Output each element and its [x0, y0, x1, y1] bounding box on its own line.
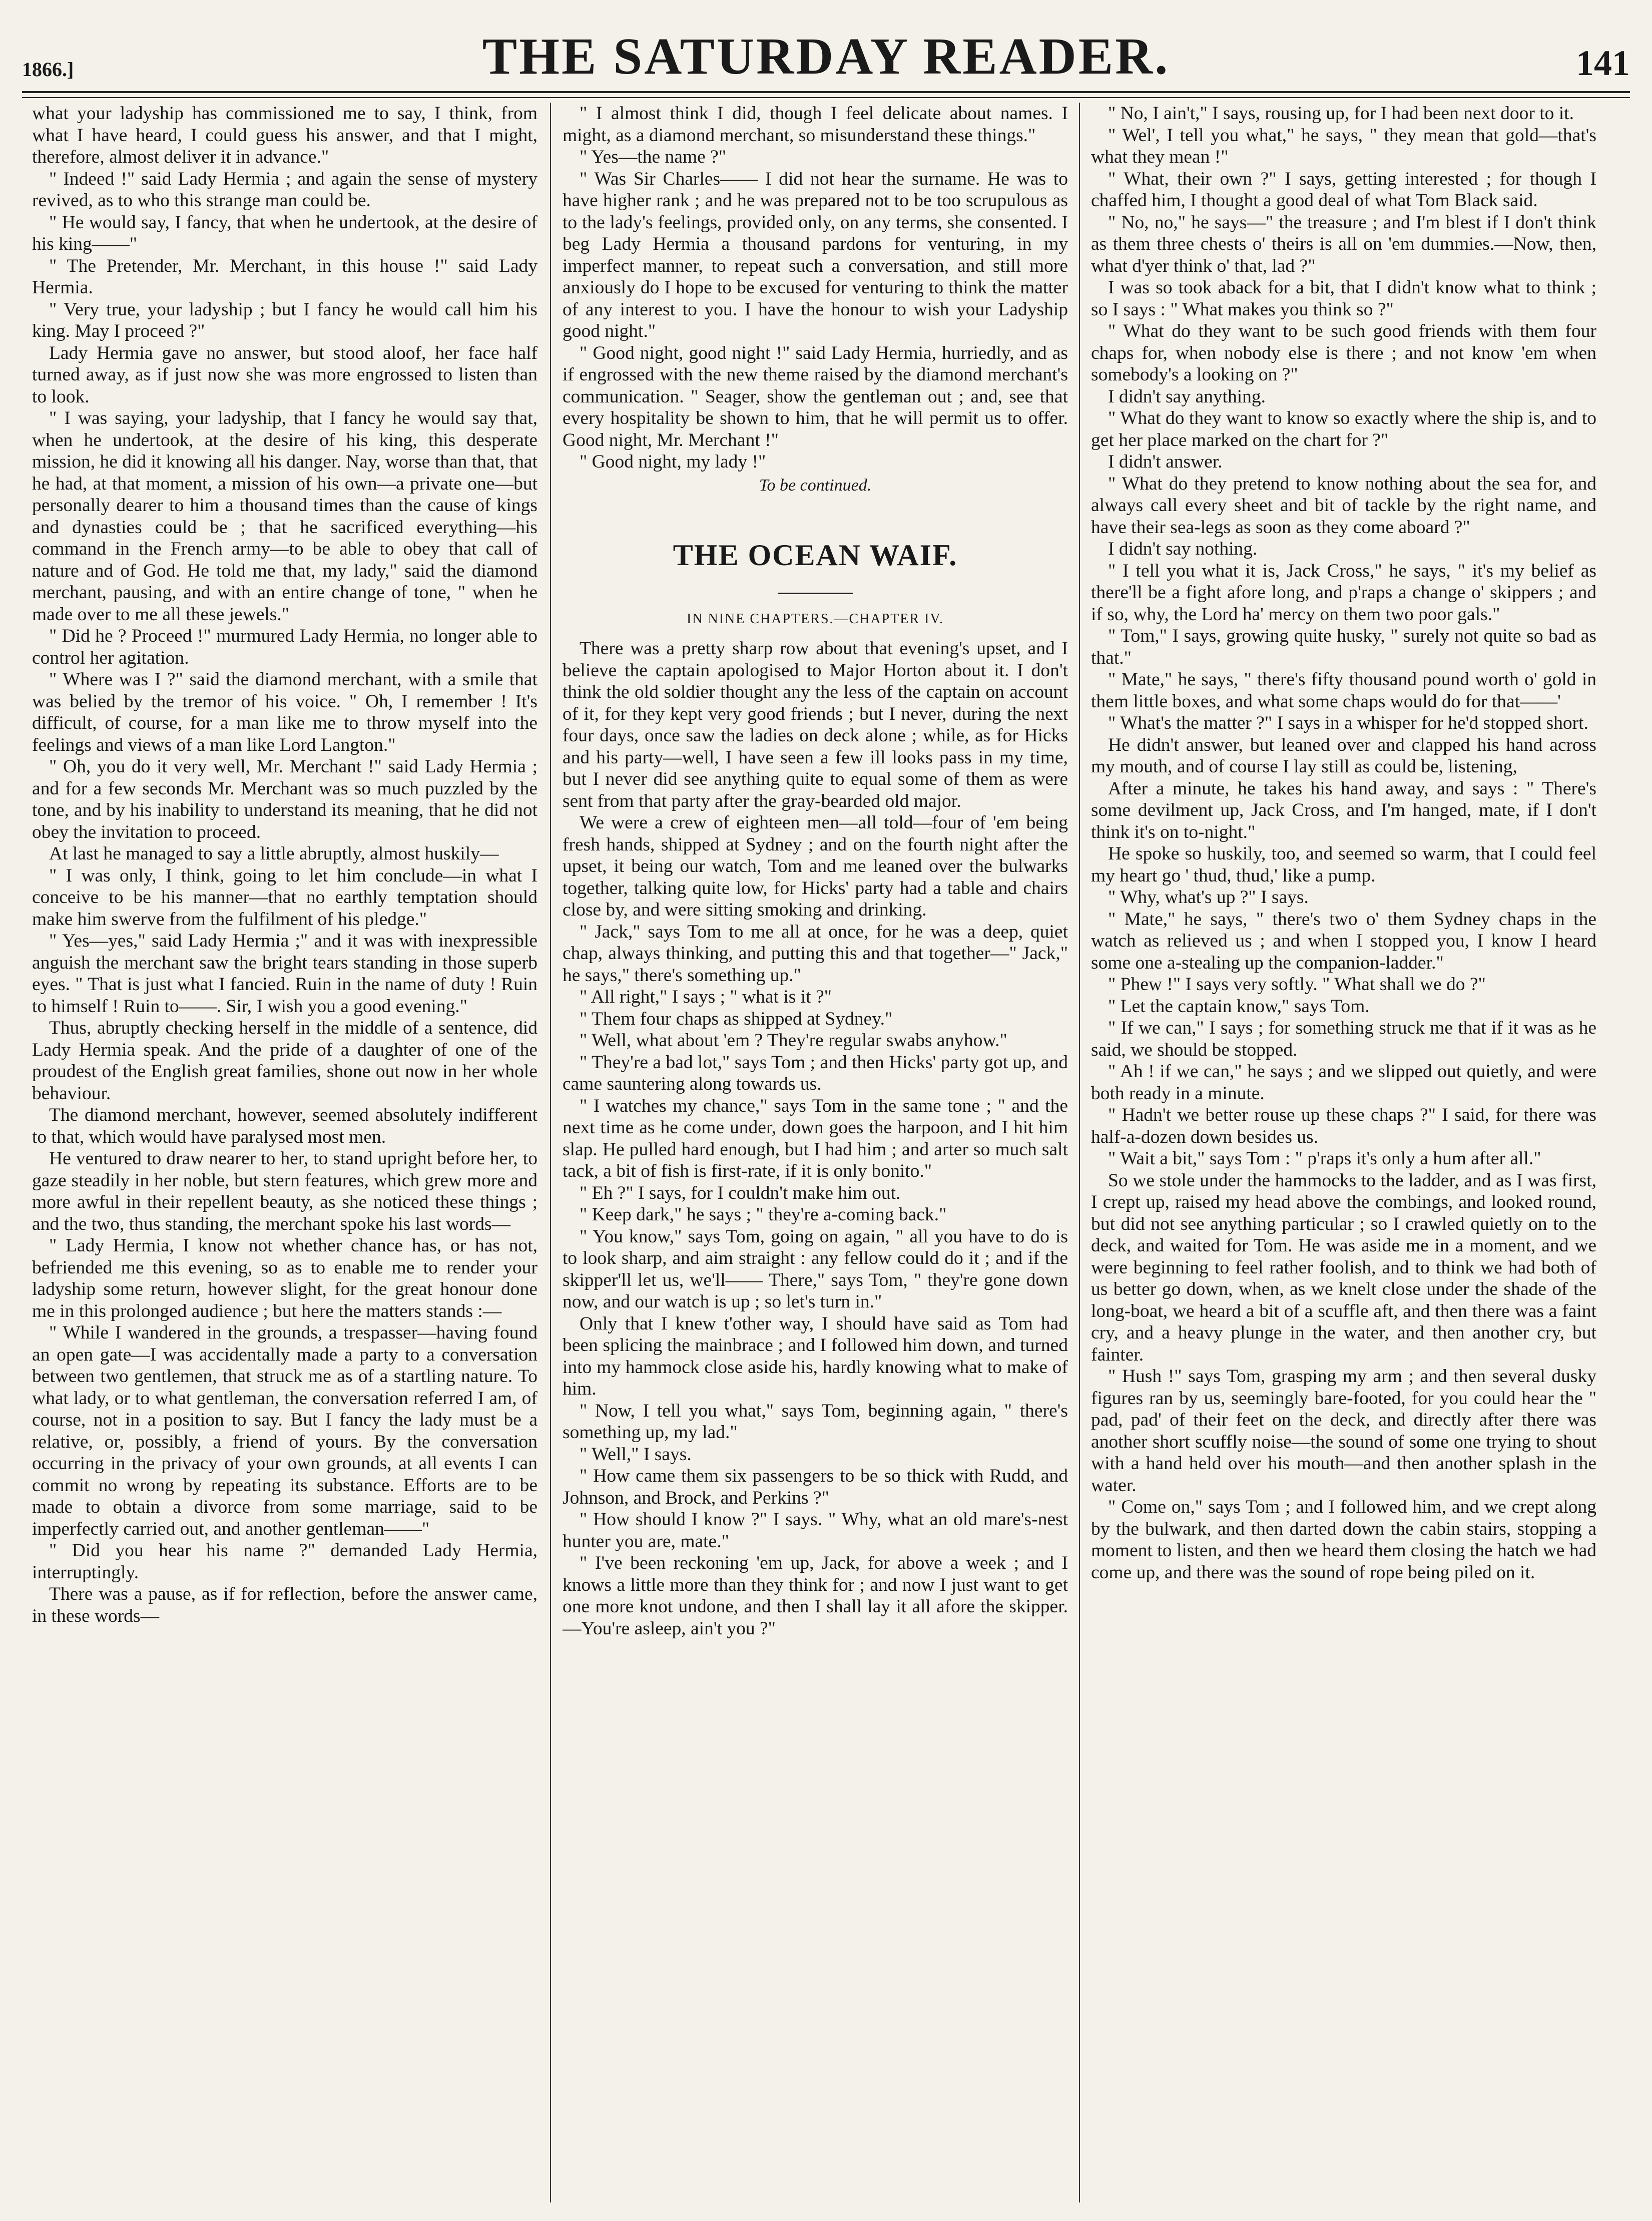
paragraph: I didn't say anything. — [1108, 386, 1266, 407]
paragraph: " Well," I says. — [580, 1444, 692, 1465]
paragraph: " Wait a bit," says Tom : " p'raps it's only a hum after all." — [1108, 1148, 1541, 1169]
paragraph: " Mate," he says, " there's fifty thousand pound worth o' gold in them little boxes, and what some chaps would do for that——' — [1091, 669, 1596, 712]
paragraph: " Them four chaps as shipped at Sydney." — [580, 1008, 893, 1029]
paragraph: " Keep dark," he says ; " they're a-coming back." — [580, 1204, 947, 1225]
paragraph: " Ah ! if we can," he says ; and we slipped out quietly, and were both ready in a minute. — [1091, 1061, 1596, 1104]
chapter-heading: IN NINE CHAPTERS.—CHAPTER IV. — [686, 611, 944, 627]
paragraph: " Tom," I says, growing quite husky, " surely not quite so bad as that." — [1091, 626, 1596, 668]
paragraph: " Why, what's up ?" I says. — [1108, 887, 1309, 908]
ocean-waif-text — [563, 638, 1068, 1639]
paragraph: Thus, abruptly checking herself in the middle of a sentence, did Lady Hermia speak. And the pride of a daughter of one of the proudest of the English great families, shone out now in her whole behaviour. — [32, 1018, 537, 1104]
column-divider — [550, 103, 551, 2202]
paragraph: Only that I knew t'other way, I should have said as Tom had been splicing the mainbrace ; and I followed him down, and turned into my hammock close aside his, hardly knowing what to make of him. — [563, 1313, 1068, 1399]
paragraph: " Very true, your ladyship ; but I fancy he would call him his king. May I proceed ?" — [32, 299, 537, 341]
paragraph: what your ladyship has commissioned me to say, I think, from what I have heard, I could guess his answer, and that I might, therefore, almost deliver it in advance." — [32, 103, 537, 167]
paragraph: " They're a bad lot," says Tom ; and then Hicks' party got up, and came sauntering along towards us. — [563, 1052, 1068, 1094]
paragraph: So we stole under the hammocks to the ladder, and as I was first, I crept up, raised my head above the combings, and looked round, but did not see anything particular ; so I crawled quietly on to the deck, and waited for Tom. He was aside me in a moment, and we were beginning to feel rather foolish, and to think we had both of us better go down, when, as we knelt close under the shade of the long-boat, we heard a bit of a scuffle aft, and then there was a faint cry, and a heavy plunge in the water, and then another cry, but fainter. — [1091, 1170, 1596, 1365]
paragraph: " What do they want to know so exactly where the ship is, and to get her place marked on the chart for ?" — [1091, 408, 1596, 451]
paragraph: " Did he ? Proceed !" murmured Lady Hermia, no longer able to control her agitation. — [32, 626, 537, 668]
paragraph: The diamond merchant, however, seemed absolutely indifferent to that, which would have paralysed most men. — [32, 1105, 537, 1147]
paragraph: " I was saying, your ladyship, that I fancy he would say that, when he undertook, at the desire of his king, this desperate mission, he did it knowing all his danger. Nay, worse than that, that he had, at that moment, a mission of his own—a private one—but personally dearer to him a thousand times than the cause of kings and dynasties could be ; that he sacrificed everything—his command in the French army—to be able to obey that call of nature and of God. He told me that, my lady," said the diamond merchant, pausing, and with an entire change of tone, " when he made over to me all these jewels." — [32, 408, 537, 625]
issue-date: 1866.] — [22, 58, 74, 81]
paragraph: There was a pretty sharp row about that evening's upset, and I believe the captain apologised to Major Horton about it. I don't think the old soldier thought any the less of the captain on account of it, for they kept very good friends ; but I never, during the next four days, once saw the ladies on deck alone ; while, as for Hicks and his party—well, I have seen a few ill looks pass in my time, but I never did see anything quite to equal some of them as were sent from that party after the gray-bearded old major. — [563, 638, 1068, 811]
paragraph: " Jack," says Tom to me all at once, for he was a deep, quiet chap, always thinking, and putting this and that together—" Jack," he says," there's something up." — [563, 921, 1068, 986]
paragraph: After a minute, he takes his hand away, and says : " There's some devilment up, Jack Cross, and I'm hanged, mate, if I don't think it's on to-night." — [1091, 778, 1596, 842]
paragraph: Lady Hermia gave no answer, but stood aloof, her face half turned away, as if just now she was more engrossed to listen than to look. — [32, 342, 537, 407]
paragraph: " Lady Hermia, I know not whether chance has, or has not, befriended me this evening, so as to enable me to render your ladyship some return, however slight, for the great honour done me in this prolonged audience ; but here the matters stands :— — [32, 1235, 537, 1321]
title-rule — [778, 593, 853, 594]
paragraph: At last he managed to say a little abruptly, almost huskily— — [49, 843, 499, 864]
masthead-title: THE SATURDAY READER. — [482, 28, 1170, 85]
paragraph: " Oh, you do it very well, Mr. Merchant !" said Lady Hermia ; and for a few seconds Mr. Merchant was so much puzzled by the tone, and by his inability to understand its meaning, that he did not obey the invitation to proceed. — [32, 756, 537, 842]
paragraph: I didn't say nothing. — [1108, 539, 1258, 559]
paragraph: " How came them six passengers to be so thick with Rudd, and Johnson, and Brock, and Perkins ?" — [563, 1466, 1068, 1508]
paragraph: " You know," says Tom, going on again, " all you have to do is to look sharp, and aim straight : any fellow could do it ; and if the skipper'll let us, we'll—— There," says Tom, " they're gone down now, and our watch is up ; so let's turn in." — [563, 1226, 1068, 1312]
paragraph: He didn't answer, but leaned over and clapped his hand across my mouth, and of course I lay still as could be, listening, — [1091, 734, 1596, 777]
to-be-continued: To be continued. — [759, 476, 872, 495]
paragraph: We were a crew of eighteen men—all told—four of 'em being fresh hands, shipped at Sydney ; and on the fourth night after the upset, it being our watch, Tom and me leaned over the bulwarks together, talking quite low, for Hicks' party had a table and chairs close by, and were sitting smoking and drinking. — [563, 812, 1068, 920]
paragraph: " How should I know ?" I says. " Why, what an old mare's-nest hunter you are, mate." — [563, 1509, 1068, 1552]
page-header — [22, 25, 1630, 90]
paragraph: " Wel', I tell you what," he says, " they mean that gold—that's what they mean !" — [1091, 125, 1596, 167]
paragraph: " Mate," he says, " there's two o' them Sydney chaps in the watch as relieved us ; and when I stopped you, I know I heard some one a-stealing up the companion-ladder." — [1091, 909, 1596, 973]
paragraph: " Did you hear his name ?" demanded Lady Hermia, interruptingly. — [32, 1540, 537, 1583]
header-rule-thin — [22, 97, 1630, 98]
paragraph: " Hadn't we better rouse up these chaps ?" I said, for there was half-a-dozen down besides us. — [1091, 1105, 1596, 1147]
paragraph: He ventured to draw nearer to her, to stand upright before her, to gaze steadily in her noble, but stern features, which grew more and more awful in their repellent beauty, as she noticed these things ; and the two, thus standing, the merchant spoke his last words— — [32, 1148, 537, 1234]
paragraph: " If we can," I says ; for something struck me that if it was as he said, we should be stopped. — [1091, 1018, 1596, 1060]
page-number: 141 — [1576, 43, 1630, 83]
paragraph: " I've been reckoning 'em up, Jack, for above a week ; and I knows a little more than they think for ; and now I just want to get one more knot undone, and then I shall lay it all afore the skipper.—You're asleep, ain't you ?" — [563, 1553, 1068, 1639]
paragraph: " What, their own ?" I says, getting interested ; for though I chaffed him, I thought a good deal of what Tom Black said. — [1091, 168, 1596, 211]
paragraph: " Yes—yes," said Lady Hermia ;" and it was with inexpressible anguish the merchant saw the bright tears standing in those superb eyes. " That is just what I fancied. Ruin in the name of duty ! Ruin to himself ! Ruin to——. Sir, I wish you a good evening." — [32, 931, 537, 1017]
paragraph: " I watches my chance," says Tom in the same tone ; " and the next time as he come under, down goes the harpoon, and I hit him slap. He pulled hard enough, but I had him ; and arter so much salt tack, a bit of fish is first-rate, if it is only bonito." — [563, 1095, 1068, 1181]
paragraph: There was a pause, as if for reflection, before the answer came, in these words— — [32, 1584, 537, 1626]
paragraph: " Indeed !" said Lady Hermia ; and again the sense of mystery revived, as to who this strange man could be. — [32, 168, 537, 211]
paragraph: " No, no," he says—" the treasure ; and I'm blest if I don't think as them three chests o' theirs is all on 'em dummies.—Now, then, what d'yer think o' that, lad ?" — [1091, 212, 1596, 276]
paragraph: " Good night, my lady !" — [580, 452, 766, 472]
paragraph: " I was only, I think, going to let him conclude—in what I conceive to be his manner—that no earthly temptation should make him swerve from the fulfilment of his pledge." — [32, 865, 537, 930]
paragraph: " All right," I says ; " what is it ?" — [580, 987, 832, 1007]
paragraph: " Where was I ?" said the diamond merchant, with a smile that was belied by the tremor of his voice. " Oh, I remember ! It's difficult, of course, for a man like me to throw myself into the feelings and views of a man like Lord Langton." — [32, 669, 537, 755]
paragraph: " Yes—the name ?" — [580, 147, 727, 167]
paragraph: " What do they pretend to know nothing about the sea for, and always call every sheet and bit of tackle by the right name, and have their sea-legs as soon as they come aboard ?" — [1091, 473, 1596, 538]
header-rule — [22, 91, 1630, 93]
paragraph: " The Pretender, Mr. Merchant, in this house !" said Lady Hermia. — [32, 255, 537, 298]
column-3 — [1091, 103, 1596, 2205]
paragraph: " Come on," says Tom ; and I followed him, and we crept along by the bulwark, and then darted down the cabin stairs, stopping a moment to listen, and then we heard them closing the hatch we had come up, and there was the sound of rope being piled on it. — [1091, 1497, 1596, 1583]
paragraph: " While I wandered in the grounds, a trespasser—having found an open gate—I was accidentally made a party to a conversation between two gentlemen, that struck me as of a startling nature. To what lady, or to what gentleman, the conversation referred I am, of course, not in a position to say. But I fancy the lady must be a relative, or, possibly, a friend of yours. By the conversation occurring in the privacy of your own grounds, at all events I can commit no wrong by repeating its substance. Efforts are to be made to obtain a divorce from some marriage, said to be imperfectly carried out, and another gentleman——" — [32, 1322, 537, 1539]
paragraph: " I almost think I did, though I feel delicate about names. I might, as a diamond merchant, so misunderstand these things." — [563, 103, 1068, 146]
paragraph: " Good night, good night !" said Lady Hermia, hurriedly, and as if engrossed with the new theme raised by the diamond merchant's communication. " Seager, show the gentleman out ; and, see that every hospitality be shown to him, that he will permit us to offer. Good night, Mr. Merchant !" — [563, 342, 1068, 451]
paragraph: " Let the captain know," says Tom. — [1108, 996, 1370, 1017]
column-2 — [563, 103, 1068, 2205]
paragraph: " What's the matter ?" I says in a whisper for he'd stopped short. — [1108, 713, 1588, 733]
paragraph: " Eh ?" I says, for I couldn't make him out. — [580, 1182, 901, 1203]
paragraph: " What do they want to be such good friends with them four chaps for, when nobody else is there ; and not know 'em when somebody's a looking on ?" — [1091, 321, 1596, 385]
paragraph: I didn't answer. — [1108, 452, 1223, 472]
paragraph: " I tell you what it is, Jack Cross," he says, " it's my belief as there'll be a fight afore long, and p'raps a change o' skippers ; and if so, why, the Lord ha' mercy on them two poor gals." — [1091, 560, 1596, 625]
paragraph: He spoke so huskily, too, and seemed so warm, that I could feel my heart go ' thud, thud,' like a pump. — [1091, 843, 1596, 886]
column-1 — [32, 103, 537, 2205]
paragraph: " Now, I tell you what," says Tom, beginning again, " there's something up, my lad." — [563, 1400, 1068, 1443]
column-divider — [1079, 103, 1080, 2202]
paragraph: " Phew !" I says very softly. " What shall we do ?" — [1108, 974, 1486, 995]
paragraph: " Was Sir Charles—— I did not hear the surname. He was to have higher rank ; and he was prepared not to be too scrupulous as to the lady's feelings, provided only, on any terms, she consented. I beg Lady Hermia a thousand pardons for venturing, in my imperfect manner, to repeat such a conversation, and still more anxiously do I hope to be excused for venturing to think the matter of any interest to you. I have the honour to wish your Ladyship good night." — [563, 168, 1068, 341]
serial-story-end — [563, 103, 1068, 473]
paragraph: " He would say, I fancy, that when he undertook, at the desire of his king——" — [32, 212, 537, 254]
paragraph: I was so took aback for a bit, that I didn't know what to think ; so I says : " What makes you think so ?" — [1091, 277, 1596, 320]
paragraph: " Well, what about 'em ? They're regular swabs anyhow." — [580, 1030, 1007, 1051]
paragraph: " Hush !" says Tom, grasping my arm ; and then several dusky figures ran by us, seemingly bare-footed, for you could hear the " pad, pad' of their feet on the deck, and directly after there was another short scuffly noise—the sound of some one trying to shout with a hand held over his mouth—and then another splash in the water. — [1091, 1366, 1596, 1496]
story-title: THE OCEAN WAIF. — [673, 538, 958, 572]
paragraph: " No, I ain't," I says, rousing up, for I had been next door to it. — [1108, 103, 1574, 124]
